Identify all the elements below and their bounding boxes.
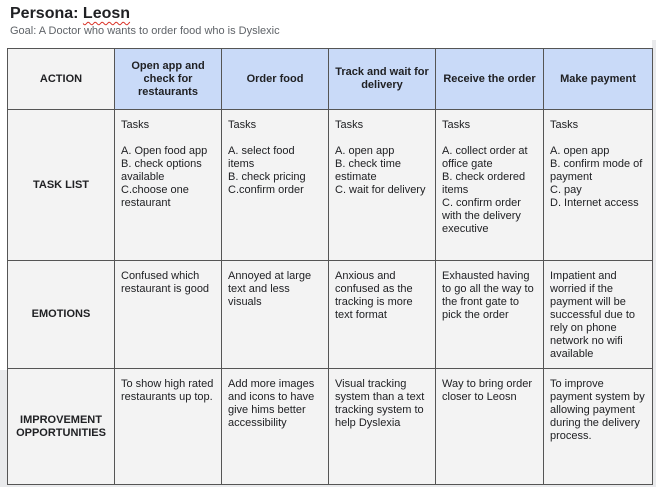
emotions-row — [8, 261, 653, 369]
task-item: C. confirm order with the delivery executive — [442, 197, 521, 235]
task-heading: Tasks — [121, 119, 150, 131]
task-item: C. wait for delivery — [335, 184, 426, 196]
task-item: C.choose one restaurant — [121, 184, 189, 209]
row-label-improvement: IMPROVEMENT OPPORTUNITIES — [8, 369, 115, 485]
header-stage-make-payment: Make payment — [544, 49, 653, 110]
task-item: D. Internet access — [550, 197, 639, 209]
task-heading: Tasks — [550, 119, 579, 131]
task-item: A. select food items — [228, 145, 295, 170]
emotion-cell-track-delivery: Anxious and confused as the tracking is more text format — [329, 261, 436, 369]
emotion-cell-open-app: Confused which restaurant is good — [115, 261, 222, 369]
task-item: B. check ordered items — [442, 171, 526, 196]
task-item: A. open app — [550, 145, 610, 157]
emotion-cell-make-payment: Impatient and worried if the payment will be successful due to rely on phone network no wifi available — [544, 261, 653, 369]
task-item: B. confirm mode of payment — [550, 158, 643, 183]
header-stage-open-app: Open app and check for restaurants — [115, 49, 222, 110]
task-item: A. collect order at office gate — [442, 145, 528, 170]
task-heading: Tasks — [335, 119, 364, 131]
row-label-emotions: EMOTIONS — [8, 261, 115, 369]
task-item: A. open app — [335, 145, 395, 157]
improvement-cell-order-food: Add more images and icons to have give hims better accessibility — [222, 369, 329, 485]
task-list-row — [8, 110, 653, 261]
task-item: C.confirm order — [228, 184, 304, 196]
improvement-cell-receive-order: Way to bring order closer to Leosn — [436, 369, 544, 485]
task-item: A. Open food app — [121, 145, 208, 157]
persona-name: Leosn — [82, 5, 131, 22]
header-stage-order-food: Order food — [222, 49, 329, 110]
improvement-cell-make-payment: To improve payment system by allowing payment during the delivery process. — [544, 369, 653, 485]
task-heading: Tasks — [228, 119, 257, 131]
emotion-cell-receive-order: Exhausted having to go all the way to the front gate to pick the order — [436, 261, 544, 369]
row-label-task-list: TASK LIST — [8, 110, 115, 261]
task-item: B. check pricing — [228, 171, 306, 183]
task-cell-track-delivery — [329, 110, 436, 261]
improvement-cell-track-delivery: Visual tracking system than a text tracking system to help Dyslexia — [329, 369, 436, 485]
improvement-cell-open-app: To show high rated restaurants up top. — [115, 369, 222, 485]
task-heading: Tasks — [442, 119, 471, 131]
improvement-row — [8, 369, 653, 485]
task-item: B. check time estimate — [335, 158, 402, 183]
journey-map-table — [7, 48, 653, 485]
task-cell-receive-order — [436, 110, 544, 261]
persona-title-prefix: Persona: — [10, 5, 83, 22]
task-cell-make-payment — [544, 110, 653, 261]
task-cell-order-food — [222, 110, 329, 261]
task-item: C. pay — [550, 184, 582, 196]
persona-goal: Goal: A Doctor who wants to order food who is Dyslexic — [10, 25, 280, 37]
task-cell-open-app — [115, 110, 222, 261]
persona-title — [10, 3, 130, 25]
emotion-cell-order-food: Annoyed at large text and less visuals — [222, 261, 329, 369]
header-action: ACTION — [8, 49, 115, 110]
header-stage-track-delivery: Track and wait for delivery — [329, 49, 436, 110]
task-item: B. check options available — [121, 158, 202, 183]
header-stage-receive-order: Receive the order — [436, 49, 544, 110]
header-row — [8, 49, 653, 110]
